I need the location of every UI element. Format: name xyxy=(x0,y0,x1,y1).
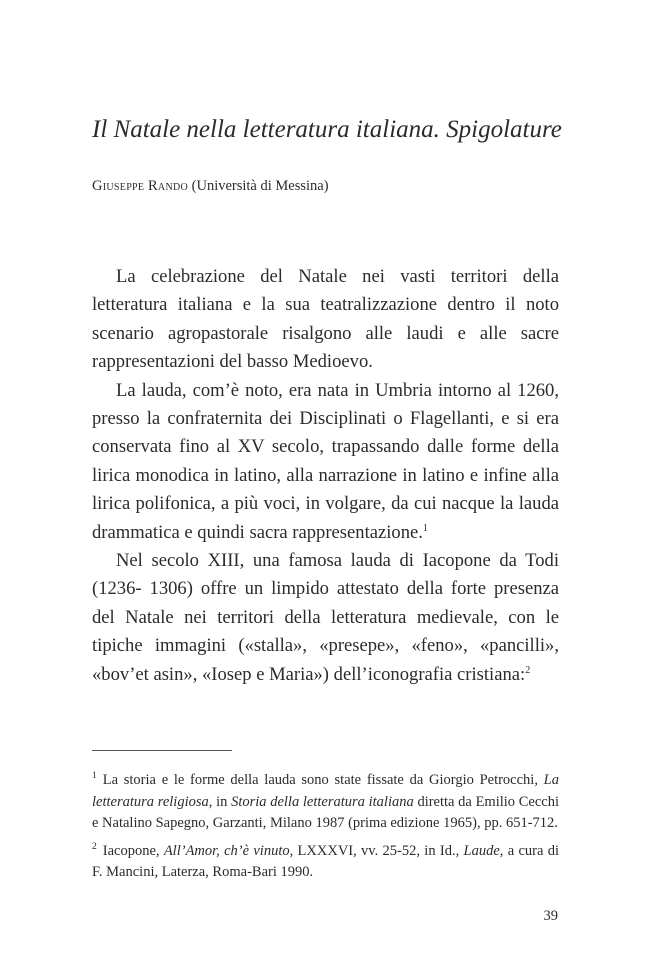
author-affiliation: (Università di Messina) xyxy=(191,178,329,194)
footnote-number: 2 xyxy=(92,841,97,852)
paragraph xyxy=(92,547,559,689)
page-number: 39 xyxy=(543,908,558,924)
paragraph-text: La celebrazione del Natale nei vasti territori della letteratura italiana e la sua teatralizzazione dentro il noto scenario agropastorale risalgono alle laudi e alle sacre rappresentazioni del basso Medioevo. xyxy=(92,266,559,373)
footnote-text: Iacopone, xyxy=(102,842,164,859)
author-last-name: Rando xyxy=(147,178,189,194)
footnote-reference[interactable]: 2 xyxy=(525,664,531,676)
chapter-title: Il Natale nella letteratura italiana. Spigolature xyxy=(92,116,562,143)
footnote-reference[interactable]: 1 xyxy=(422,522,428,534)
paragraph xyxy=(92,263,559,377)
footnote xyxy=(92,841,559,884)
work-title: All’Amor, ch’è vinuto, xyxy=(163,842,294,859)
footnotes xyxy=(92,770,559,890)
paragraph-text: Nel secolo XIII, una famosa lauda di Iacopone da Todi (1236- 1306) offre un limpido attestato della forte presenza del Natale nei territori della letteratura medievale, con le tipiche immagini («stalla», «presepe», «feno», «pancilli», «bov’et asin», «Iosep e Maria») dell’iconografia cristiana: xyxy=(92,550,559,685)
book-title: La letteratura religiosa xyxy=(92,772,559,810)
footnote xyxy=(92,770,559,835)
footnote-number: 1 xyxy=(92,771,97,782)
author-line xyxy=(92,176,572,196)
author-first-name: Giuseppe xyxy=(92,178,145,194)
footnote-text: diretta da Emilio Cecchi e Natalino Sapegno, Garzanti, Milano 1987 (prima edizione 1965), pp. 651-712. xyxy=(92,793,560,831)
footnote-separator xyxy=(92,750,232,751)
footnote-text: LXXXVI, vv. 25-52, in Id., xyxy=(293,842,464,859)
work-title: Laude xyxy=(463,842,500,859)
footnote-text: La storia e le forme della lauda sono state fissate da Giorgio Petrocchi, xyxy=(102,772,544,788)
body-text xyxy=(92,263,559,689)
footnote-text: , in xyxy=(208,793,232,810)
book-title: Storia della letteratura italiana xyxy=(231,793,414,810)
paragraph-text: La lauda, com’è noto, era nata in Umbria intorno al 1260, presso la confraternita dei Disciplinati o Flagellanti, e si era conservata fino al XV secolo, trapassando dalle forme della lirica monodica in latino, alla narrazione in latino e infine alla lirica polifonica, a più voci, in volgare, da cui nacque la lauda drammatica e quindi sacra rappresentazione. xyxy=(92,379,559,543)
footnote-text: , a cura di F. Mancini, Laterza, Roma-Bari 1990. xyxy=(92,842,559,880)
paragraph xyxy=(92,377,559,547)
